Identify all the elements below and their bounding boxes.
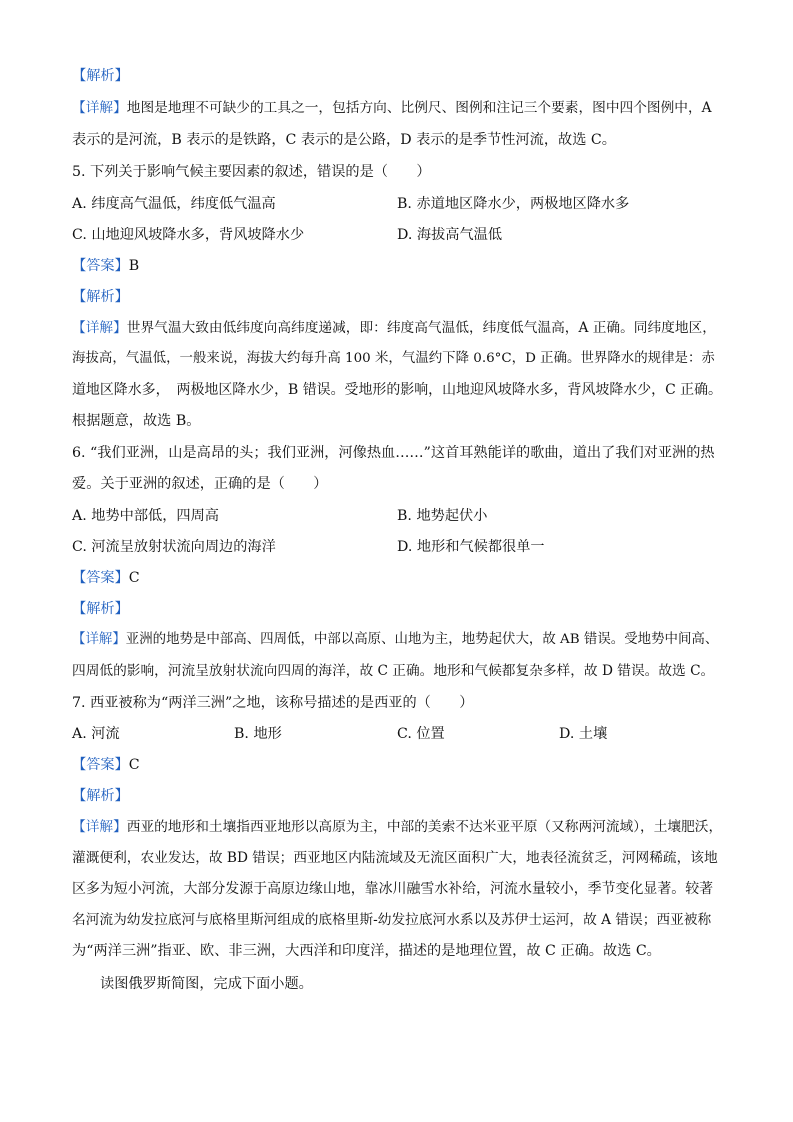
q5-option-d: D. 海拔高气温低 [397, 227, 503, 243]
q5-option-b: B. 赤道地区降水少，两极地区降水多 [397, 196, 630, 212]
q5-detail-line-1: 【详解】世界气温大致由低纬度向高纬度递减，即：纬度高气温低，纬度低气温高，A 正确。同纬度地区， [72, 320, 716, 336]
q7-option-c: C. 位置 [397, 726, 445, 742]
q5-option-c: C. 山地迎风坡降水多，背风坡降水少 [72, 227, 305, 243]
q6-question-line-2: 爱。关于亚洲的叙述，正确的是（ ） [72, 476, 328, 492]
q6-option-c: C. 河流呈放射状流向周边的海洋 [72, 539, 276, 555]
q7-analysis-label: 【解析】 [72, 788, 129, 804]
q6-option-a: A. 地势中部低，四周高 [72, 508, 219, 524]
q6-detail-line-2: 四周低的影响，河流呈放射状流向四周的海洋，故 C 正确。地形和气候都复杂多样，故 D 错误。故选 C。 [72, 663, 715, 679]
q5-detail-line-3: 道地区降水多， 两极地区降水少，B 错误。受地形的影响，山地迎风坡降水多，背风坡降水少，C 正确。 [72, 382, 722, 398]
q7-question: 7. 西亚被称为“两洋三洲”之地，该称号描述的是西亚的（ ） [72, 695, 474, 711]
q7-answer: 【答案】C [72, 757, 140, 773]
q6-question-line-1: 6. “我们亚洲，山是高昂的头；我们亚洲，河像热血……”这首耳熟能详的歌曲，道出了我们对亚洲的热 [72, 445, 715, 461]
q7-detail-line-1: 【详解】西亚的地形和土壤指西亚地形以高原为主，中部的美索不达米亚平原（又称两河流域），土壤肥沃， [72, 819, 723, 835]
q5-detail-line-4: 根据题意，故选 B。 [72, 413, 201, 429]
next-prompt: 读图俄罗斯简图，完成下面小题。 [100, 976, 313, 992]
q7-detail-line-3: 区多为短小河流，大部分发源于高原边缘山地，靠冰川融雪水补给，河流水量较小，季节变化显著。较著 [72, 881, 714, 897]
q7-option-d: D. 土壤 [559, 726, 608, 742]
q4-detail-line-2: 表示的是河流，B 表示的是铁路，C 表示的是公路，D 表示的是季节性河流，故选 C。 [72, 132, 616, 148]
q7-detail-line-2: 灌溉便利，农业发达，故 BD 错误；西亚地区内陆流域及无流区面积广大，地表径流贫乏，河网稀疏，该地 [72, 850, 718, 866]
q5-question: 5. 下列关于影响气候主要因素的叙述，错误的是（ ） [72, 164, 431, 180]
q7-option-b: B. 地形 [234, 726, 282, 742]
q5-option-a: A. 纬度高气温低，纬度低气温高 [72, 196, 276, 212]
q7-option-a: A. 河流 [72, 726, 120, 742]
q6-detail-line-1: 【详解】亚洲的地势是中部高、四周低，中部以高原、山地为主，地势起伏大，故 AB 错误。受地势中间高、 [72, 632, 719, 647]
q6-option-b: B. 地势起伏小 [397, 508, 488, 524]
q7-detail-line-4: 名河流为幼发拉底河与底格里斯河组成的底格里斯-幼发拉底河水系以及苏伊士运河，故 A 错误；西亚被称 [72, 912, 712, 928]
q5-detail-line-2: 海拔高，气温低，一般来说，海拔大约每升高 100 米，气温约下降 0.6°C，D 正确。世界降水的规律是：赤 [72, 351, 715, 366]
q5-analysis-label: 【解析】 [72, 289, 129, 305]
q5-answer: 【答案】B [72, 258, 140, 274]
q6-analysis-label: 【解析】 [72, 601, 129, 617]
q6-option-d: D. 地形和气候都很单一 [397, 539, 545, 555]
q6-answer: 【答案】C [72, 570, 140, 586]
q7-detail-line-5: 为“两洋三洲”指亚、欧、非三洲，大西洋和印度洋，描述的是地理位置，故 C 正确。故选 C。 [72, 943, 661, 959]
q4-detail-line-1: 【详解】地图是地理不可缺少的工具之一，包括方向、比例尺、图例和注记三个要素，图中四个图例中，A [72, 100, 712, 116]
q4-analysis-label: 【解析】 [72, 68, 129, 84]
